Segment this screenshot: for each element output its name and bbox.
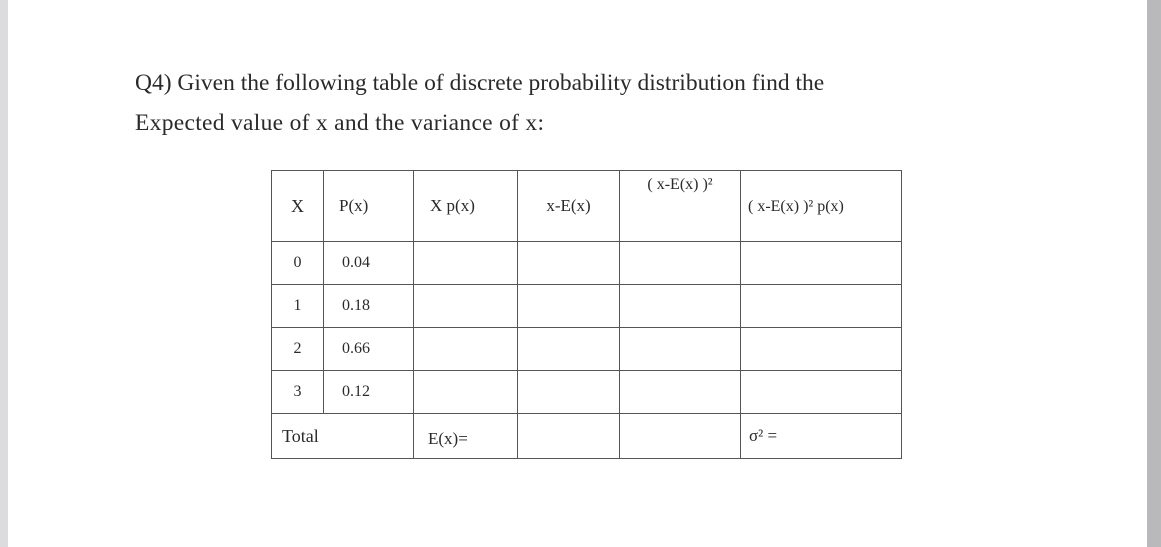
cell-probability: 0.12 [324,371,414,414]
cell-squared-deviation [620,371,741,414]
total-label: Total [282,425,319,446]
cell-x-minus-ex [518,242,620,285]
total-cell-x-minus-ex [518,414,620,459]
variance-label: σ² = [749,426,778,445]
header-cell-squared-deviation: ( x-E(x) )² [620,171,741,242]
header-cell-xpx: X p(x) [414,171,518,242]
page-right-edge [1147,0,1161,547]
cell-probability: 0.66 [324,328,414,371]
cell-x-minus-ex [518,371,620,414]
cell-x: 0 [272,242,324,285]
cell-probability: 0.18 [324,285,414,328]
probability-distribution-table [271,170,902,459]
header-cell-weighted-squared-deviation: ( x-E(x) )² p(x) [741,171,902,242]
cell-x: 1 [272,285,324,328]
header-cell-x-minus-ex: x-E(x) [518,171,620,242]
cell-weighted-squared-deviation [741,328,902,371]
header-cell-x: X [272,171,324,242]
question-text-line2: Expected value of x and the variance of x: [135,110,545,136]
cell-weighted-squared-deviation [741,242,902,285]
expected-value-label: E(x)= [428,429,468,448]
cell-x: 3 [272,371,324,414]
expected-value-cell [414,414,518,459]
table-row [272,371,902,414]
question-text-line1: Q4) Given the following table of discrete probability distribution find the [135,70,825,96]
table-row [272,242,902,285]
cell-weighted-squared-deviation [741,285,902,328]
cell-xpx [414,285,518,328]
variance-cell [741,414,902,459]
cell-xpx [414,371,518,414]
table-row [272,328,902,371]
table-header-row [272,171,902,242]
cell-squared-deviation [620,328,741,371]
table-row [272,285,902,328]
cell-probability: 0.04 [324,242,414,285]
cell-x-minus-ex [518,285,620,328]
header-cell-px: P(x) [324,171,414,242]
total-cell-squared-deviation [620,414,741,459]
cell-squared-deviation [620,242,741,285]
cell-weighted-squared-deviation [741,371,902,414]
left-margin-strip [0,0,8,547]
cell-xpx [414,242,518,285]
table-total-row [272,414,902,459]
total-label-cell [272,414,414,459]
cell-x-minus-ex [518,328,620,371]
cell-squared-deviation [620,285,741,328]
cell-x: 2 [272,328,324,371]
cell-xpx [414,328,518,371]
